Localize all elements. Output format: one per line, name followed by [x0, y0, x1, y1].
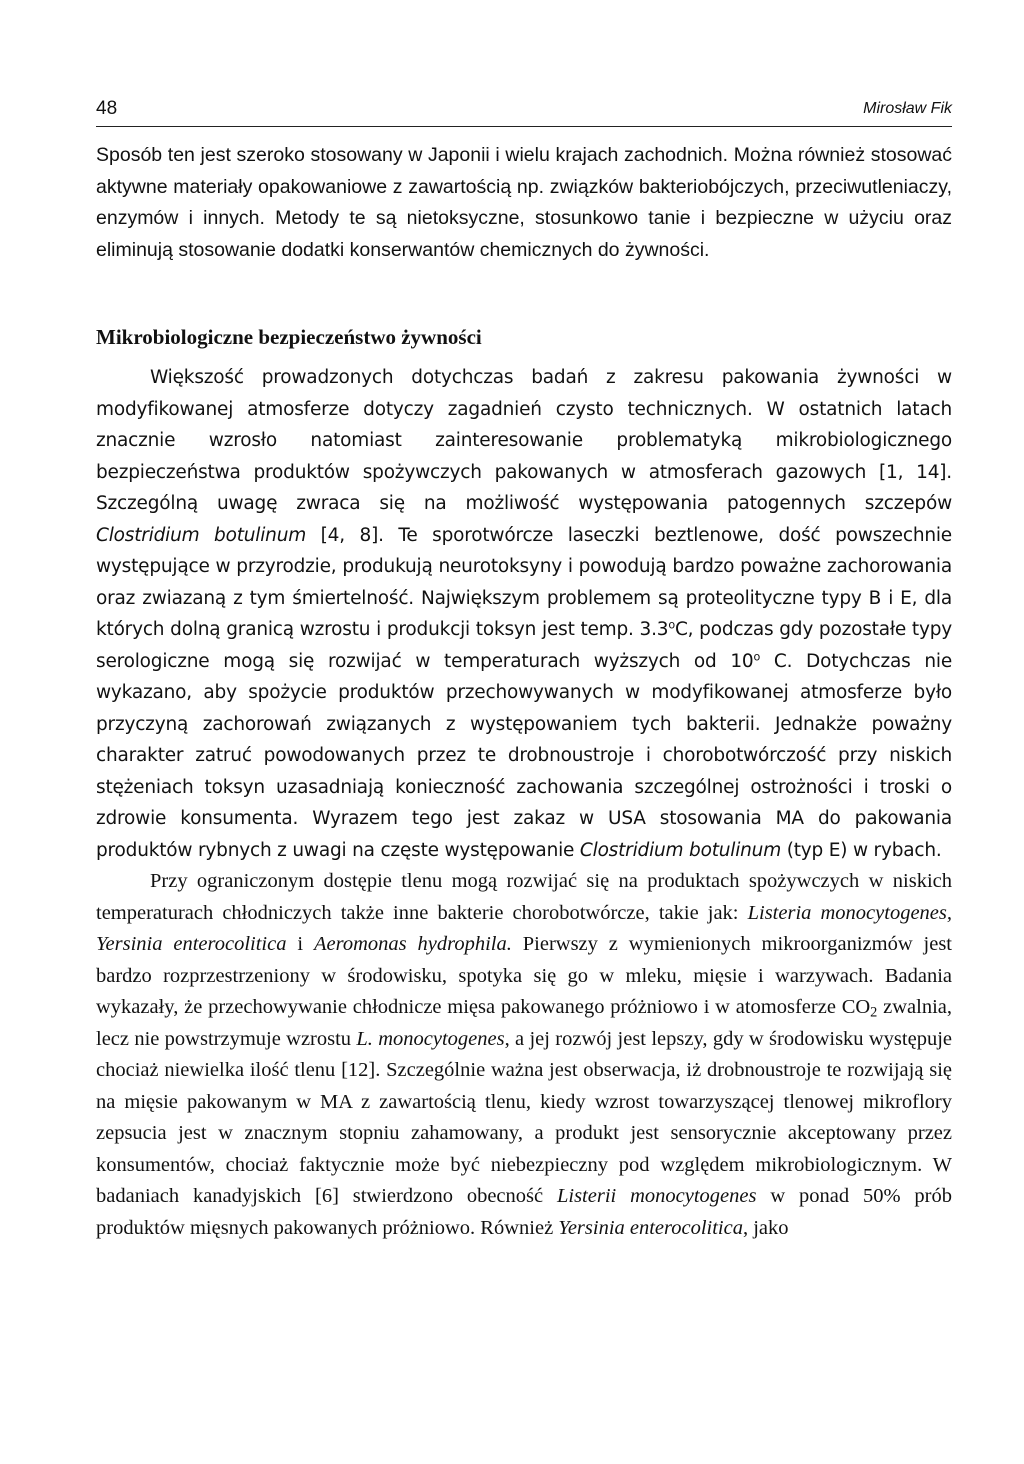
text-run: zwalnia, lecz nie powstrzymuje wzrostu [96, 996, 952, 1050]
species-name: Clostridium botulinum [579, 839, 782, 861]
species-name: Listeria monocytogenes, Yersinia enterocolitica [96, 901, 952, 955]
species-name: Clostridium botulinum [96, 524, 307, 546]
degree-mark: o [753, 649, 761, 663]
page-header [96, 96, 952, 127]
text-run: Większość prowadzonych dotychczas badań z zakresu pakowania żywności w modyfikowanej atmosferze dotyczy zagadnień czysto technicznych. W ostatnich latach znacznie wzrosło natomiast zainteresowanie problematyką mikrobiologicznego bezpieczeństwa produktów spożywczych pakowanych w atmosferach gazowych [1, 14]. Szczególną uwagę zwraca się na możliwość występowania patogennych szczepów [96, 367, 952, 514]
text-run: C. Dotychczas nie wykazano, aby spożycie produktów przechowywanych w modyfikowanej atmosferze było przyczyną zachorowań związanych z występowaniem tych bakterii. Jednakże poważny charakter zatruć powodowanych przez te drobnoustroje i chorobotwórczość przy niskich stężeniach toksyn uzasadniają konieczność zachowania szczególnej ostrożności i troski o zdrowie konsumenta. Wyrazem tego jest zakaz w USA stosowania MA do pakowania produktów rybnych z uwagi na częste występowanie [96, 650, 952, 861]
text-run: i [286, 933, 314, 955]
paragraph-2 [96, 866, 952, 1244]
text-run: C, podczas gdy pozostałe typy serologiczne mogą się rozwijać w temperaturach wyższych od 10 [96, 619, 952, 672]
species-name: Yersinia enterocolitica [558, 1216, 743, 1239]
subscript: 2 [870, 1004, 878, 1021]
section-body [96, 362, 952, 1244]
intro-paragraph: Sposób ten jest szeroko stosowany w Japonii i wielu krajach zachodnich. Można również stosować aktywne materiały opakowaniowe z zawartością np. związków bakteriobójczych, przeciwutleniaczy, enzymów i innych. Metody te są nietoksyczne, stosunkowo tanie i bezpieczne w użyciu oraz eliminują stosowanie dodatki konserwantów chemicznych do żywności. [96, 144, 952, 261]
text-run: , jako [742, 1216, 789, 1239]
text-run: Przy ograniczonym dostępie tlenu mogą rozwijać się na produktach spożywczych w niskich temperaturach chłodniczych także inne bakterie chorobotwórcze, takie jak: [96, 870, 952, 924]
degree-mark: o [668, 618, 675, 632]
species-name: Aeromonas hydrophila. [313, 933, 512, 955]
text-run: , a jej rozwój jest lepszy, gdy w środowisku występuje chociaż niewielka ilość tlenu [12]. Szczególnie ważna jest obserwacja, iż drobnoustroje te rozwijają się na mięsie pakowanym w MA z zawartością tlenu, kiedy wzrost towarzyszącej tlenowej mikroflory zepsucia jest w znacznym stopniu zahamowany, a produkt jest sensorycznie akceptowany przez konsumentów, chociaż faktycznie może być niebezpieczny pod względem mikrobiologicznym. W badaniach kanadyjskich [6] stwierdzono obecność [96, 1027, 952, 1207]
text-run: w ponad 50% prób produktów mięsnych pakowanych próżniowo. Również [96, 1185, 952, 1239]
paragraph-1 [96, 362, 952, 866]
text-run: [4, 8]. Te sporotwórcze laseczki beztlenowe, dość powszechnie występujące w przyrodzie, produkują neurotoksyny i powodują bardzo poważne zachorowania oraz zwiazaną z tym śmiertelność. Największym problemem są proteolityczne typy B i E, dla których dolną granicą wzrostu i produkcji toksyn jest temp. 3.3 [96, 524, 952, 640]
section-heading: Mikrobiologiczne bezpieczeństwo żywności [96, 325, 482, 349]
text-run: (typ E) w rybach. [781, 839, 942, 861]
species-name: Listerii monocytogenes [556, 1185, 757, 1207]
text-run: Pierwszy z wymienionych mikroorganizmów jest bardzo rozprzestrzeniony w środowisku, spotyka się go w mleku, mięsie i warzywach. Badania wykazały, że przechowywanie chłodnicze mięsa pakowanego próżniowo i w atomosferze CO [96, 933, 952, 1018]
species-name: L. monocytogenes [356, 1027, 505, 1050]
running-header-author: Mirosław Fik [863, 100, 952, 117]
page-number: 48 [96, 98, 118, 119]
